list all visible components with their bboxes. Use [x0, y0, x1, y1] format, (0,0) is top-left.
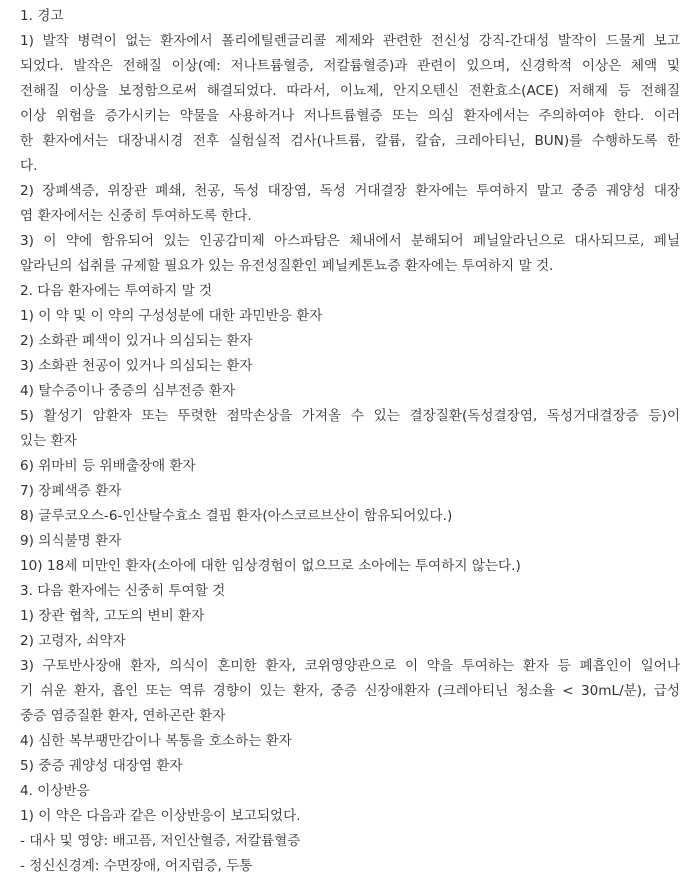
list-item: 1) 이 약은 다음과 같은 이상반응이 보고되었다.: [20, 808, 301, 824]
list-item: 3) 소화관 천공이 있거나 의심되는 환자: [20, 358, 253, 374]
list-item: 5) 활성기 암환자 또는 뚜렷한 점막손상을 가져올 수 있는 결장질환(독성결장염, 독성거대결장증 등)이: [20, 408, 680, 424]
list-item: 4) 탈수증이나 중증의 심부전증 환자: [20, 383, 236, 399]
list-item: 9) 의식불명 환자: [20, 533, 122, 549]
text-line: 이상 위험을 증가시키는 약물을 사용하거나 저나트륨혈증 또는 의심 환자에서는 주의하여야 한다. 이러: [20, 108, 680, 124]
text-line: 1) 발작 병력이 없는 환자에서 폴리에틸렌글리콜 제제와 관련한 전신성 강직-간대성 발작이 드물게 보고: [20, 33, 680, 49]
section-heading-warning: 1. 경고: [20, 8, 64, 24]
list-item: 6) 위마비 등 위배출장애 환자: [20, 458, 196, 474]
section-heading-adverse-reactions: 4. 이상반응: [20, 783, 90, 799]
section-heading-contraindications: 2. 다음 환자에는 투여하지 말 것: [20, 283, 213, 299]
document-body: [20, 4, 680, 879]
text-line: 3) 이 약에 함유되어 있는 인공감미제 아스파탐은 체내에서 분해되어 페닐알라닌으로 대사되므로, 페닐: [20, 233, 680, 249]
list-item: 10) 18세 미만인 환자(소아에 대한 임상경험이 없으므로 소아에는 투여하지 않는다.): [20, 558, 521, 574]
text-line: 2) 장폐색증, 위장관 폐쇄, 천공, 독성 대장염, 독성 거대결장 환자에는 투여하지 말고 중증 궤양성 대장: [20, 183, 680, 199]
text-line: 되었다. 발작은 전해질 이상(예: 저나트륨혈증, 저칼륨혈증)과 관련이 있으며, 신경학적 이상은 체액 및: [20, 58, 680, 74]
list-item: - 정신신경계: 수면장애, 어지럼증, 두통: [20, 858, 253, 874]
list-item: 8) 글루코오스-6-인산탈수효소 결핍 환자(아스코르브산이 함유되어있다.): [20, 508, 453, 524]
list-item: 1) 장관 협착, 고도의 변비 환자: [20, 608, 205, 624]
list-item: 5) 중증 궤양성 대장염 환자: [20, 758, 183, 774]
text-line: 염 환자에서는 신중히 투여하도록 한다.: [20, 208, 252, 224]
list-item: 있는 환자: [20, 433, 77, 449]
list-item: 7) 장폐색증 환자: [20, 483, 122, 499]
list-item: 1) 이 약 및 이 약의 구성성분에 대한 과민반응 환자: [20, 308, 323, 324]
text-line: 알라닌의 섭취를 규제할 필요가 있는 유전성질환인 페닐케톤뇨증 환자에는 투여하지 말 것.: [20, 258, 554, 274]
section-heading-caution: 3. 다음 환자에는 신중히 투여할 것: [20, 583, 226, 599]
text-line: 다.: [20, 158, 38, 174]
list-item: 2) 소화관 폐색이 있거나 의심되는 환자: [20, 333, 253, 349]
list-item: 기 쉬운 환자, 흡인 또는 역류 경향이 있는 환자, 중증 신장애환자 (크레아티닌 청소율 < 30mL/분), 급성: [20, 683, 680, 699]
text-line: 한 환자에서는 대장내시경 전후 실험실적 검사(나트륨, 칼륨, 칼슘, 크레아티닌, BUN)를 수행하도록 한: [20, 133, 680, 149]
list-item: - 대사 및 영양: 배고픔, 저인산혈증, 저칼륨혈증: [20, 833, 301, 849]
list-item: 3) 구토반사장애 환자, 의식이 혼미한 환자, 코위영양관으로 이 약을 투여하는 환자 등 폐흡인이 일어나: [20, 658, 680, 674]
list-item: 중증 염증질환 환자, 연하곤란 환자: [20, 708, 226, 724]
list-item: 4) 심한 복부팽만감이나 복통을 호소하는 환자: [20, 733, 292, 749]
list-item: 2) 고령자, 쇠약자: [20, 633, 126, 649]
text-line: 전해질 이상을 보정함으로써 해결되었다. 따라서, 이뇨제, 안지오텐신 전환효소(ACE) 저해제 등 전해질: [20, 83, 680, 99]
